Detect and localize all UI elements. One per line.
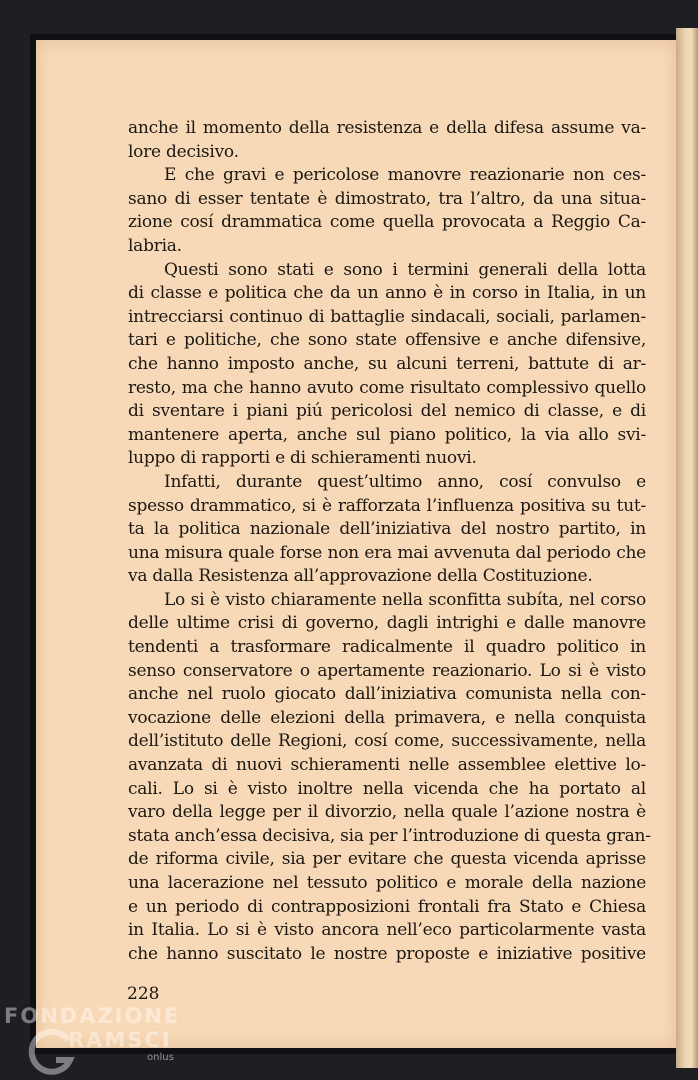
watermark <box>4 1002 204 1080</box>
text-line: che hanno suscitato le nostre proposte e iniziative positive <box>128 943 646 964</box>
watermark-line-2: RAMSCI <box>68 1028 172 1052</box>
text-line: mantenere aperta, anche sul piano politico, la via allo svi- <box>128 424 646 445</box>
text-line: senso conservatore o apertamente reazionario. Lo si è visto <box>128 660 646 681</box>
text-line: zione cosí drammatica come quella provocata a Reggio Ca- <box>128 212 646 233</box>
text-line: labria. <box>128 235 182 256</box>
text-line: Lo si è visto chiaramente nella sconfitta subíta, nel corso <box>164 589 646 610</box>
page-text <box>128 117 651 966</box>
text-line: che hanno imposto anche, su alcuni terreni, battute di ar- <box>128 353 646 374</box>
text-line: stata anch’essa decisiva, sia per l’introduzione di questa gran- <box>128 825 651 846</box>
text-line: una lacerazione nel tessuto politico e morale della nazione <box>128 873 646 893</box>
text-line: varo della legge per il divorzio, nella quale l’azione nostra è <box>128 802 646 823</box>
page-number: 228 <box>127 984 160 1004</box>
text-line: dell’istituto delle Regioni, cosí come, successivamente, nella <box>128 731 646 752</box>
page-edge <box>676 28 698 1068</box>
text-line: luppo di rapporti e di schieramenti nuovi. <box>128 448 477 469</box>
text-line: spesso drammatico, si è rafforzata l’influenza positiva su tut- <box>128 495 646 516</box>
text-line: intrecciarsi continuo di battaglie sindacali, sociali, parlamen- <box>128 306 646 327</box>
text-line: ta la politica nazionale dell’iniziativa del nostro partito, in <box>128 519 646 540</box>
watermark-line-1: FONDAZIONE <box>4 1004 181 1028</box>
text-line: cali. Lo si è visto inoltre nella vicenda che ha portato al <box>128 778 646 799</box>
text-line: delle ultime crisi di governo, dagli intrighi e dalle manovre <box>128 613 646 634</box>
text-line: e un periodo di contrapposizioni frontali fra Stato e Chiesa <box>128 896 646 917</box>
text-line: tendenti a trasformare radicalmente il quadro politico in <box>128 637 646 658</box>
text-line: va dalla Resistenza all’approvazione della Costituzione. <box>128 566 593 587</box>
text-line: in Italia. Lo si è visto ancora nell’eco particolarmente vasta <box>128 920 646 941</box>
text-line: anche il momento della resistenza e della difesa assume va- <box>128 118 646 138</box>
text-line: lore decisivo. <box>128 141 239 162</box>
text-line: di sventare i piani piú pericolosi del nemico di classe, e di <box>128 401 646 422</box>
text-line: resto, ma che hanno avuto come risultato complessivo quello <box>128 377 646 398</box>
watermark-subtitle: onlus <box>147 1052 174 1063</box>
text-line: anche nel ruolo giocato dall’iniziativa comunista nella con- <box>128 684 646 705</box>
text-line: Infatti, durante quest’ultimo anno, cosí convulso e <box>164 471 646 492</box>
text-line: E che gravi e pericolose manovre reazionarie non ces- <box>164 165 646 186</box>
text-line: vocazione delle elezioni della primavera, e nella conquista <box>128 707 646 728</box>
text-line: tari e politiche, che sono state offensive e anche difensive, <box>128 330 646 351</box>
text-line: avanzata di nuovi schieramenti nelle assemblee elettive lo- <box>128 755 646 776</box>
text-line: una misura quale forse non era mai avvenuta dal periodo che <box>128 542 646 563</box>
text-line: sano di esser tentate è dimostrato, tra l’altro, da una situa- <box>128 188 646 209</box>
text-line: Questi sono stati e sono i termini generali della lotta <box>164 259 646 280</box>
text-line: di classe e politica che da un anno è in corso in Italia, in un <box>128 283 646 304</box>
text-line: de riforma civile, sia per evitare che questa vicenda aprisse <box>128 849 646 870</box>
